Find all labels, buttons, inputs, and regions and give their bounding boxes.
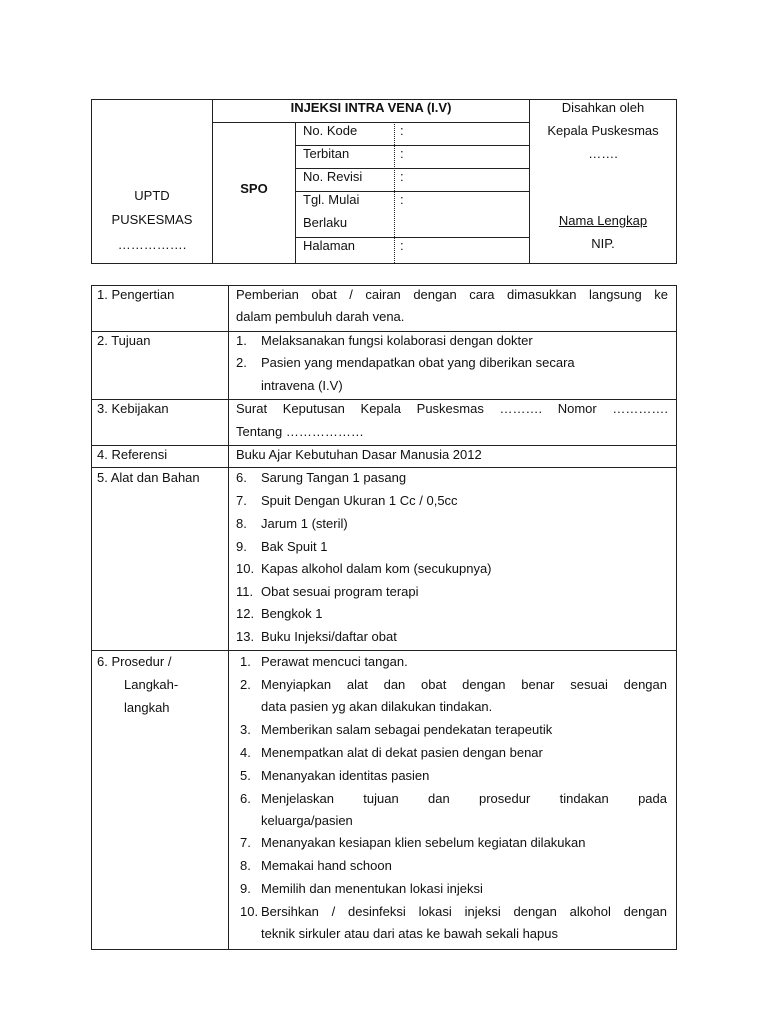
- list-item: Memberikan salam sebagai pendekatan terapeutik: [261, 722, 553, 737]
- divider: [228, 285, 229, 949]
- list-number: 3.: [240, 722, 251, 737]
- list-item: intravena (I.V): [261, 378, 343, 393]
- list-item: Perawat mencuci tangan.: [261, 654, 408, 669]
- divider: [91, 949, 677, 950]
- field-label: No. Kode: [303, 123, 358, 138]
- section-label: 1. Pengertian: [97, 287, 175, 302]
- list-number: 7.: [240, 835, 251, 850]
- list-number: 5.: [240, 768, 251, 783]
- divider: [91, 399, 677, 400]
- org-name-line3: …………….: [117, 237, 187, 252]
- list-item: Spuit Dengan Ukuran 1 Cc / 0,5cc: [261, 493, 458, 508]
- field-value: :: [400, 123, 404, 138]
- field-label: Halaman: [303, 238, 356, 253]
- divider: [91, 285, 677, 286]
- section-text: Pemberian obat / cairan dengan cara dimasukkan langsung ke: [236, 287, 668, 302]
- list-item: Menjelaskan tujuan dan prosedur tindakan pada: [261, 791, 667, 806]
- list-item: keluarga/pasien: [261, 813, 353, 828]
- approval-dots: …….: [588, 146, 618, 161]
- document-title: INJEKSI INTRA VENA (I.V): [290, 100, 452, 115]
- field-label: Berlaku: [303, 215, 348, 230]
- list-item: Menanyakan kesiapan klien sebelum kegiatan dilakukan: [261, 835, 586, 850]
- section-label: 2. Tujuan: [97, 333, 151, 348]
- section-text: Surat Keputusan Kepala Puskesmas ………. Nomor ………….: [236, 401, 668, 416]
- divider: [676, 285, 677, 949]
- org-name-line1: UPTD: [134, 188, 170, 203]
- org-name-line2: PUSKESMAS: [111, 212, 193, 227]
- list-number: 6.: [236, 470, 247, 485]
- list-number: 1.: [236, 333, 247, 348]
- divider: [394, 122, 395, 263]
- list-number: 11.: [236, 584, 254, 599]
- section-label: 6. Prosedur /: [97, 654, 172, 669]
- spo-label: SPO: [240, 181, 268, 196]
- section-label: 4. Referensi: [97, 447, 168, 462]
- section-label: langkah: [124, 700, 170, 715]
- section-label: 5. Alat dan Bahan: [97, 470, 200, 485]
- list-number: 13.: [236, 629, 255, 644]
- divider: [91, 331, 677, 332]
- divider: [91, 263, 677, 264]
- list-item: Memilih dan menentukan lokasi injeksi: [261, 881, 483, 896]
- list-number: 7.: [236, 493, 247, 508]
- field-label: Tgl. Mulai: [303, 192, 360, 207]
- list-number: 2.: [236, 355, 247, 370]
- field-label: Terbitan: [303, 146, 350, 161]
- list-number: 10.: [236, 561, 255, 576]
- list-number: 2.: [240, 677, 251, 692]
- list-number: 12.: [236, 606, 255, 621]
- approval-name: Nama Lengkap: [558, 213, 648, 228]
- list-item: Menyiapkan alat dan obat dengan benar sesuai dengan: [261, 677, 667, 692]
- list-item: Sarung Tangan 1 pasang: [261, 470, 407, 485]
- divider: [91, 467, 677, 468]
- list-item: Memakai hand schoon: [261, 858, 392, 873]
- list-item: data pasien yg akan dilakukan tindakan.: [261, 699, 493, 714]
- list-item: Bak Spuit 1: [261, 539, 328, 554]
- list-item: teknik sirkuler atau dari atas ke bawah sekali hapus: [261, 926, 558, 941]
- field-value: :: [400, 169, 404, 184]
- section-text: dalam pembuluh darah vena.: [236, 309, 405, 324]
- list-item: Kapas alkohol dalam kom (secukupnya): [261, 561, 492, 576]
- section-text: Buku Ajar Kebutuhan Dasar Manusia 2012: [236, 447, 482, 462]
- divider: [212, 122, 529, 123]
- divider: [295, 122, 296, 263]
- section-text: Tentang ………………: [236, 424, 364, 439]
- approval-label: Disahkan oleh: [561, 100, 645, 115]
- approval-nip: NIP.: [591, 236, 615, 251]
- list-item: Bersihkan / desinfeksi lokasi injeksi dengan alkohol dengan: [261, 904, 667, 919]
- list-number: 9.: [236, 539, 247, 554]
- list-number: 8.: [240, 858, 251, 873]
- field-value: :: [400, 238, 404, 253]
- list-item: Melaksanakan fungsi kolaborasi dengan dokter: [261, 333, 533, 348]
- field-value: :: [400, 192, 404, 207]
- section-label: Langkah-: [124, 677, 179, 692]
- approval-title: Kepala Puskesmas: [547, 123, 659, 138]
- list-number: 9.: [240, 881, 251, 896]
- field-label: No. Revisi: [303, 169, 363, 184]
- list-item: Obat sesuai program terapi: [261, 584, 419, 599]
- list-item: Menanyakan identitas pasien: [261, 768, 430, 783]
- list-item: Menempatkan alat di dekat pasien dengan benar: [261, 745, 543, 760]
- list-item: Jarum 1 (steril): [261, 516, 348, 531]
- divider: [91, 285, 92, 949]
- divider: [676, 99, 677, 263]
- divider: [91, 445, 677, 446]
- list-item: Pasien yang mendapatkan obat yang diberikan secara: [261, 355, 575, 370]
- list-number: 10.: [240, 904, 259, 919]
- section-label: 3. Kebijakan: [97, 401, 169, 416]
- list-number: 1.: [240, 654, 251, 669]
- list-item: Bengkok 1: [261, 606, 323, 621]
- field-value: :: [400, 146, 404, 161]
- list-number: 4.: [240, 745, 251, 760]
- list-number: 6.: [240, 791, 251, 806]
- list-number: 8.: [236, 516, 247, 531]
- list-item: Buku Injeksi/daftar obat: [261, 629, 397, 644]
- divider: [91, 650, 677, 651]
